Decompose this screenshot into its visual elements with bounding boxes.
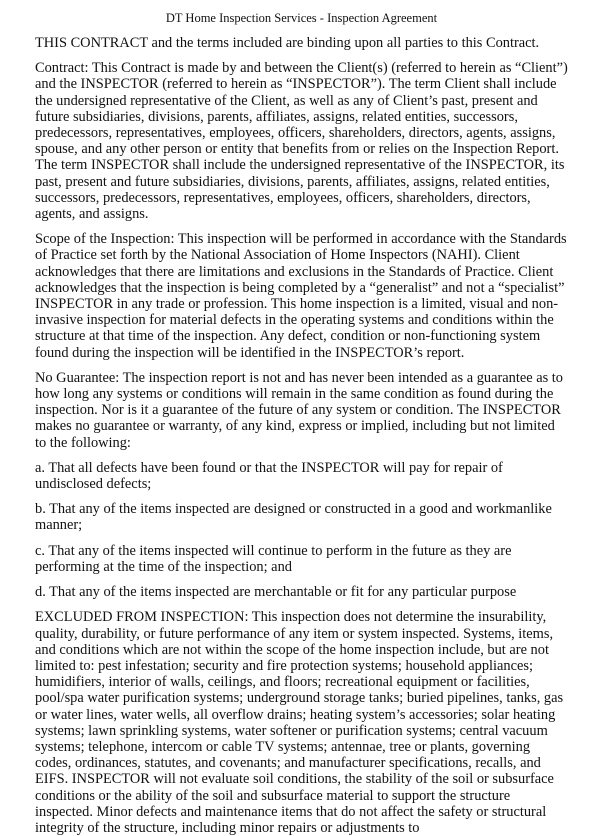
guarantee-item-a: a. That all defects have been found or that the INSPECTOR will pay for repair of undisclosed defects; [35,459,503,493]
contract-clause: Contract: This Contract is made by and between the Client(s) (referred to herein as “Client”) and the INSPECTOR (referred to herein as “INSPECTOR”). The term Client shall include the undersigned representative of the Client, as well as any of Client’s past, present and future subsidiaries, divisions, parents, affiliates, assigns, related entities, successors, predecessors, representatives, employees, officers, shareholders, directors, agents, assigns, spouse, and any other person or entity that benefits from or relies on the Inspection Report. The term INSPECTOR shall include the undersigned representative of the INSPECTOR, its past, present and future subsidiaries, divisions, parents, affiliates, assigns, related entities, successors, predecessors, representatives, employees, officers, shareholders, directors, agents, and assigns. [35,60,568,223]
binding-clause: THIS CONTRACT and the terms included are binding upon all parties to this Contract. [35,35,540,51]
guarantee-item-d: d. That any of the items inspected are merchantable or fit for any particular purpose [35,584,517,601]
no-guarantee-clause: No Guarantee: The inspection report is not and has never been intended as a guarantee as to how long any systems or conditions will remain in the same condition as found during the inspection. Nor is it a guarantee of the future of any system or condition. The INSPECTOR makes no guarantee or warranty, of any kind, express or implied, including but not limited to the following: [35,369,563,451]
guarantee-item-b: b. That any of the items inspected are designed or constructed in a good and workmanlike manner; [35,501,552,534]
scope-clause: Scope of the Inspection: This inspection will be performed in accordance with the Standards of Practice set forth by the National Association of Home Inspectors (NAHI). Client acknowledges that there are limitations and exclusions in the Standards of Practice. Client acknowledges that the inspection is being completed by a “generalist” and not a “specialist” INSPECTOR in any trade or profession. This home inspection is a limited, visual and non-invasive inspection for material defects in the operating systems and conditions within the structure at that time of the inspection. Any defect, condition or non-functioning system found during the inspection will be identified in the INSPECTOR’s report. [35,231,567,361]
excluded-clause: EXCLUDED FROM INSPECTION: This inspection does not determine the insurability, quality, durability, or future performance of any item or system inspected. Systems, items, and conditions which are not within the scope of the home inspection include, but are not limited to: pest infestation; security and fire protection systems; household appliances; humidifiers, interior of walls, ceilings, and floors; recreational equipment or facilities, pool/spa water purification systems; underground storage tanks; buried pipelines, tanks, gas or water lines, water wells, all overflow drains; heating system’s accessories; solar heating systems; lawn sprinkling systems, water softener or purification systems; central vacuum systems; telephone, intercom or cable TV systems; antennae, tree or plants, governing codes, ordinances, statutes, and covenants; and manufacturer specifications, recalls, and EIFS. INSPECTOR will not evaluate soil conditions, the stability of the soil or subsurface conditions or the ability of the soil and subsurface material to support the structure inspected. Minor defects and maintenance items that do not affect the safety or structural integrity of the structure, including minor repairs or adjustments to [35,609,564,836]
guarantee-item-c: c. That any of the items inspected will continue to perform in the future as they are performing at the time of the inspection; and [35,542,512,575]
document-header: DT Home Inspection Services - Inspection Agreement [165,11,438,25]
